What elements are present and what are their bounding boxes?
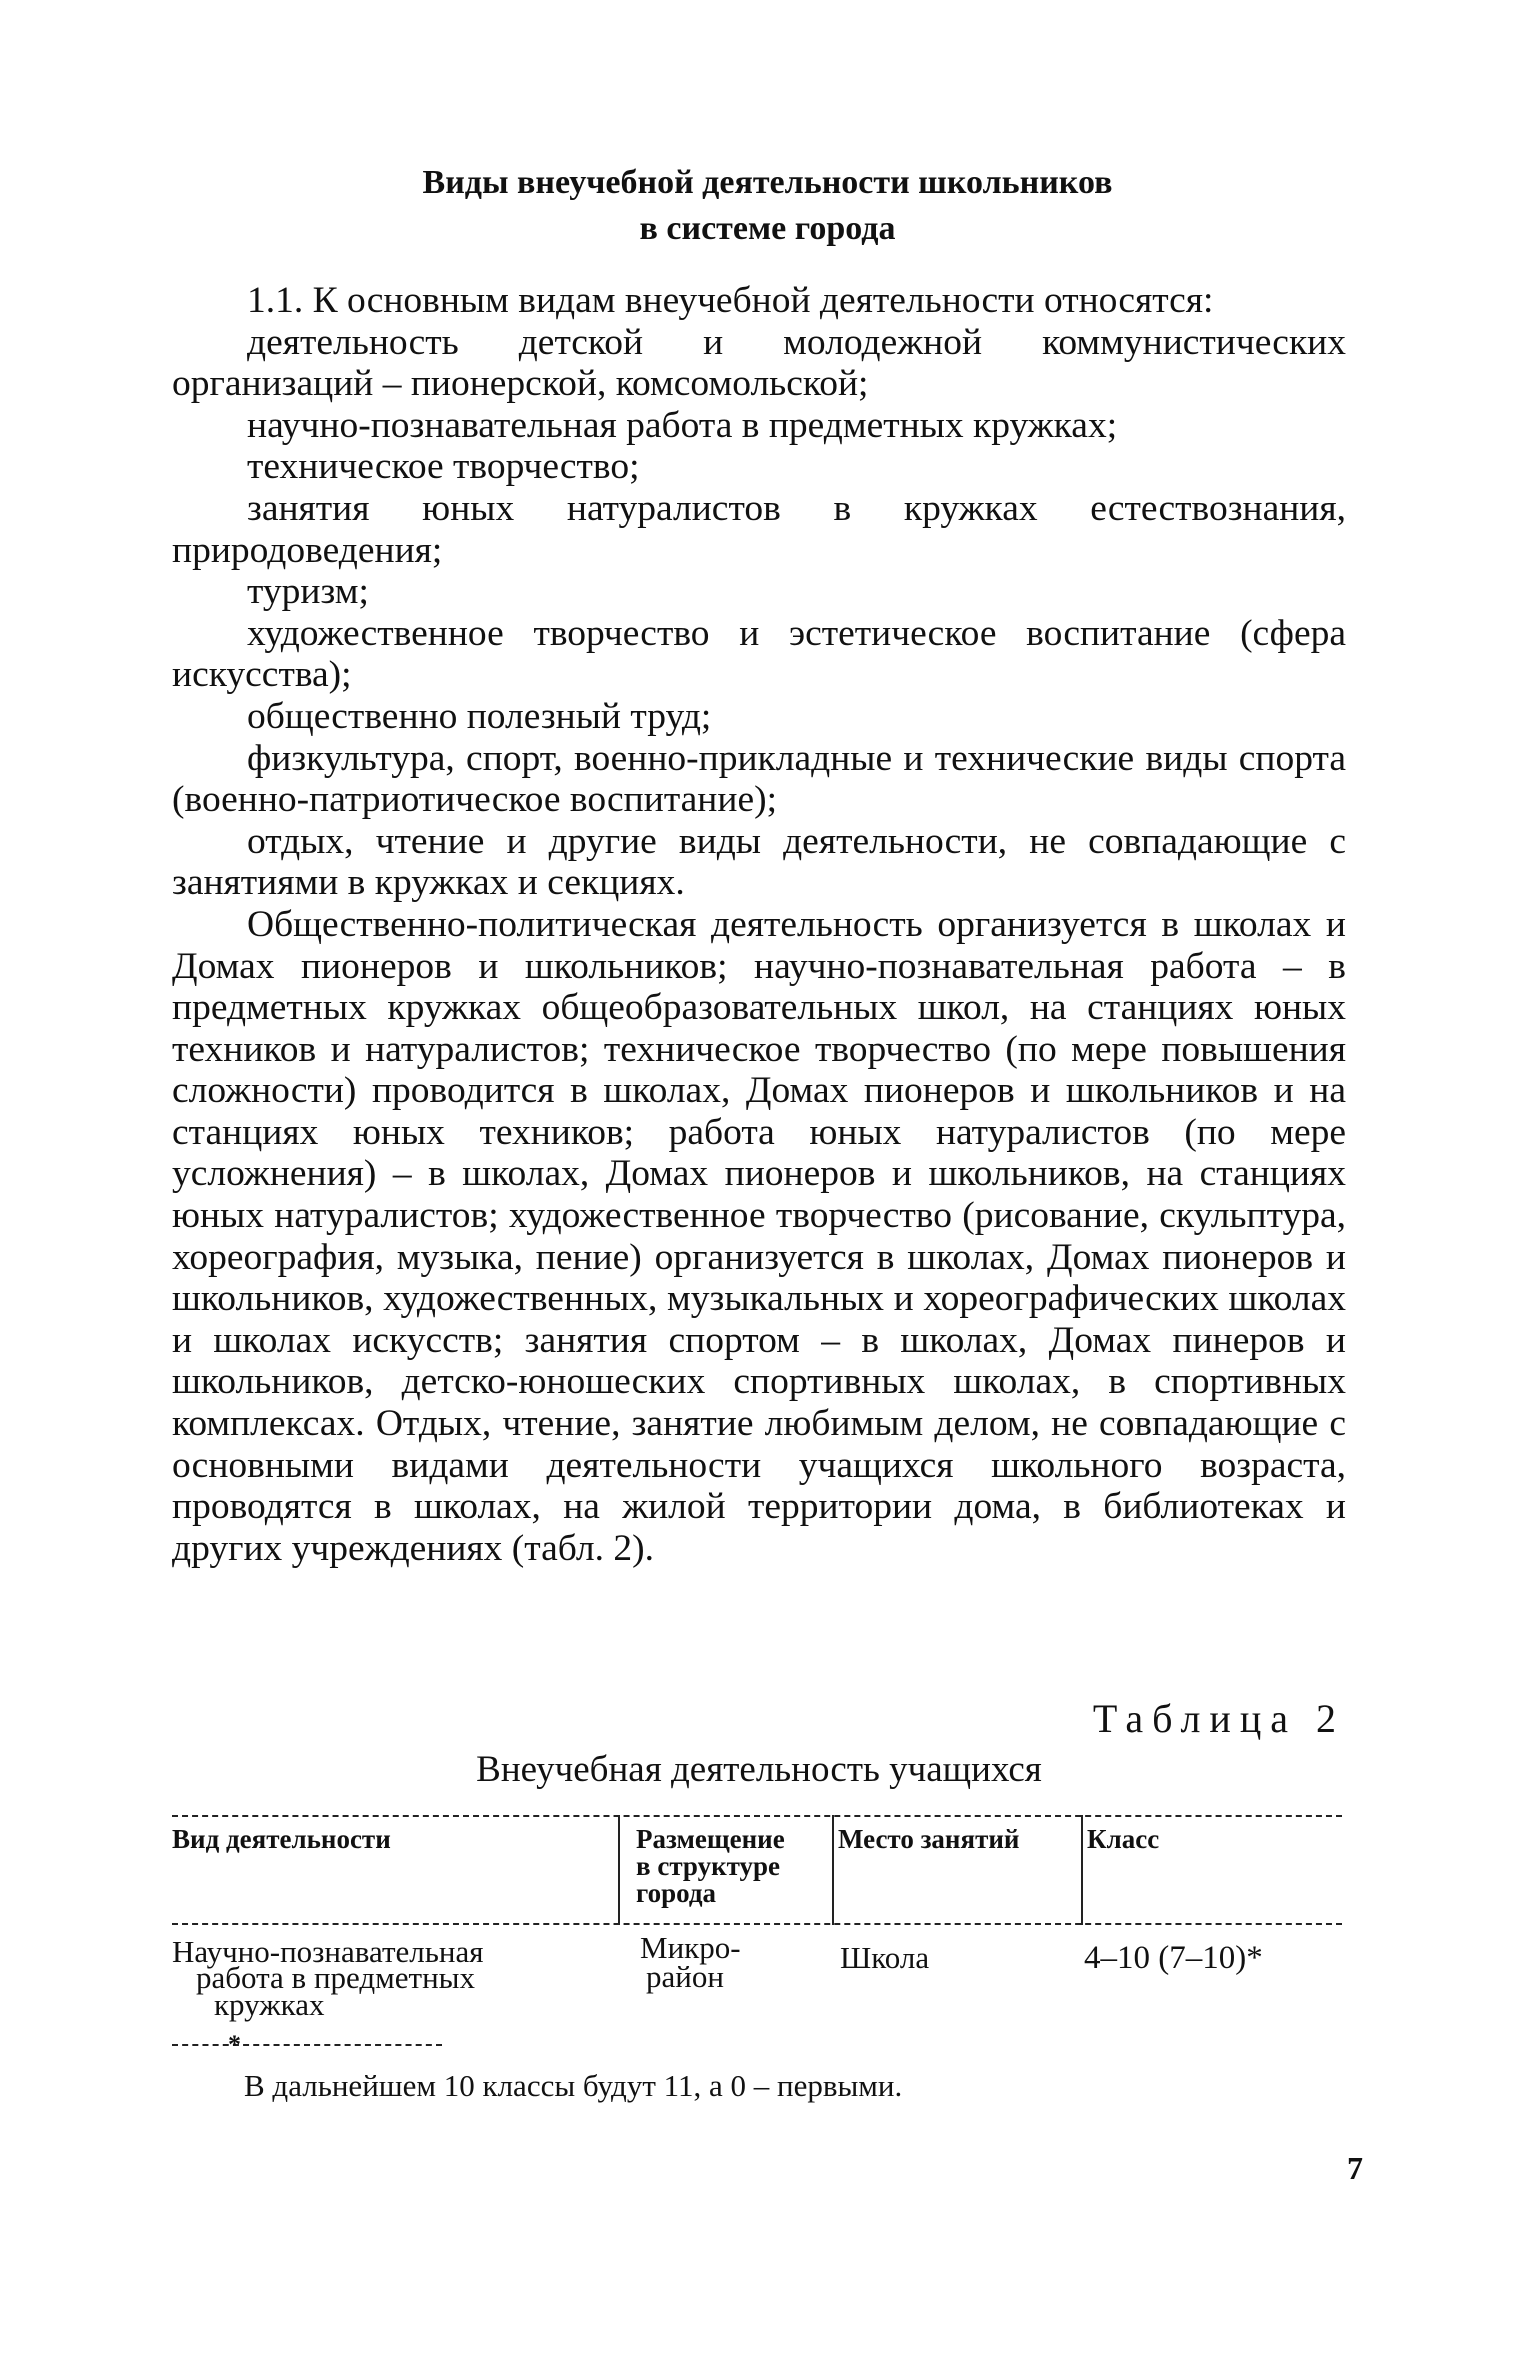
- footnote-rule: [172, 2044, 442, 2046]
- table-title: Внеучебная деятельность учащихся: [476, 1749, 1042, 1790]
- column-divider: [618, 1815, 620, 1925]
- list-item: отдых, чтение и другие виды деятельности, не совпадающие с занятиями в кружках и секциях.: [172, 820, 1346, 904]
- paragraph: Общественно-политическая деятельность организуется в школах и Домах пионеров и школьников; научно-познавательная работа – в предметных кружках общеобразовательных школ, на станциях юных техников и натуралистов; техническое творчество (по мере повышения сложности) проводится в школах, Домах пионеров и школьников и на станциях юных техников; работа юных натуралистов (по мере усложнения) – в школах, Домах пионеров и школьников, на станциях юных натуралистов; художественное творчество (рисование, скульптура, хореография, музыка, пение) организуется в школах, Домах пионеров и школьников, художественных, музыкальных и хореографических школах и школах искусств; занятия спортом – в школах, Домах пинеров и школьников, детско-юношеских спортивных школах, в спортивных комплексах. Отдых, чтение, занятие любимым делом, не совпадающие с основными видами деятельности учащихся школьного возраста, проводятся в школах, на жилой территории дома, в библиотеках и других учреждениях (табл. 2).: [172, 903, 1346, 1569]
- list-item: художественное творчество и эстетическое воспитание (сфера искусства);: [172, 612, 1346, 696]
- cell-placement-l2: район: [646, 1959, 724, 1994]
- header-venue: Место занятий: [838, 1824, 1020, 1854]
- list-item: техническое творчество;: [247, 446, 640, 488]
- header-grade: Класс: [1087, 1824, 1160, 1854]
- paragraph: 1.1. К основным видам внеучебной деятельности относятся:: [247, 280, 1214, 321]
- table-label: Таблица 2: [1092, 1696, 1345, 1741]
- cell-activity-l1: Научно-познавательная: [172, 1934, 484, 1969]
- cell-venue: Школа: [840, 1940, 930, 1975]
- header-placement-l2: в структуре: [636, 1851, 781, 1881]
- section-heading: [300, 160, 1235, 252]
- footnote-text: В дальнейшем 10 классы будут 11, а 0 – первыми.: [244, 2068, 903, 2103]
- list-item: туризм;: [247, 571, 369, 613]
- header-activity-type: Вид деятельности: [172, 1824, 391, 1854]
- list-item: деятельность детской и молодежной коммунистических организаций – пионерской, комсомольской;: [172, 321, 1346, 405]
- table-top-rule: [172, 1815, 1342, 1817]
- column-divider: [832, 1815, 834, 1925]
- footnote-marker: *: [228, 2030, 241, 2059]
- heading-line-2: в системе города: [639, 210, 896, 247]
- header-placement-l3: города: [636, 1878, 716, 1908]
- heading-line-1: Виды внеучебной деятельности школьников: [422, 164, 1113, 201]
- page-number: 7: [1347, 2150, 1363, 2186]
- header-placement-l1: Размещение: [636, 1824, 785, 1854]
- list-item: занятия юных натуралистов в кружках естествознания, природоведения;: [172, 487, 1346, 571]
- cell-activity-l2: работа в предметных: [196, 1960, 475, 1995]
- body-text: [172, 280, 1346, 1569]
- list-item: общественно полезный труд;: [247, 695, 712, 737]
- list-item: научно-познавательная работа в предметных кружках;: [247, 404, 1118, 446]
- table-header-rule: [172, 1923, 1342, 1925]
- cell-grade: 4–10 (7–10)*: [1084, 1940, 1263, 1976]
- column-divider: [1081, 1815, 1083, 1925]
- cell-activity-l3: кружках: [214, 1987, 325, 2022]
- cell-placement-l1: Микро-: [640, 1930, 741, 1965]
- list-item: физкультура, спорт, военно-прикладные и технические виды спорта (военно-патриотическое воспитание);: [172, 737, 1346, 821]
